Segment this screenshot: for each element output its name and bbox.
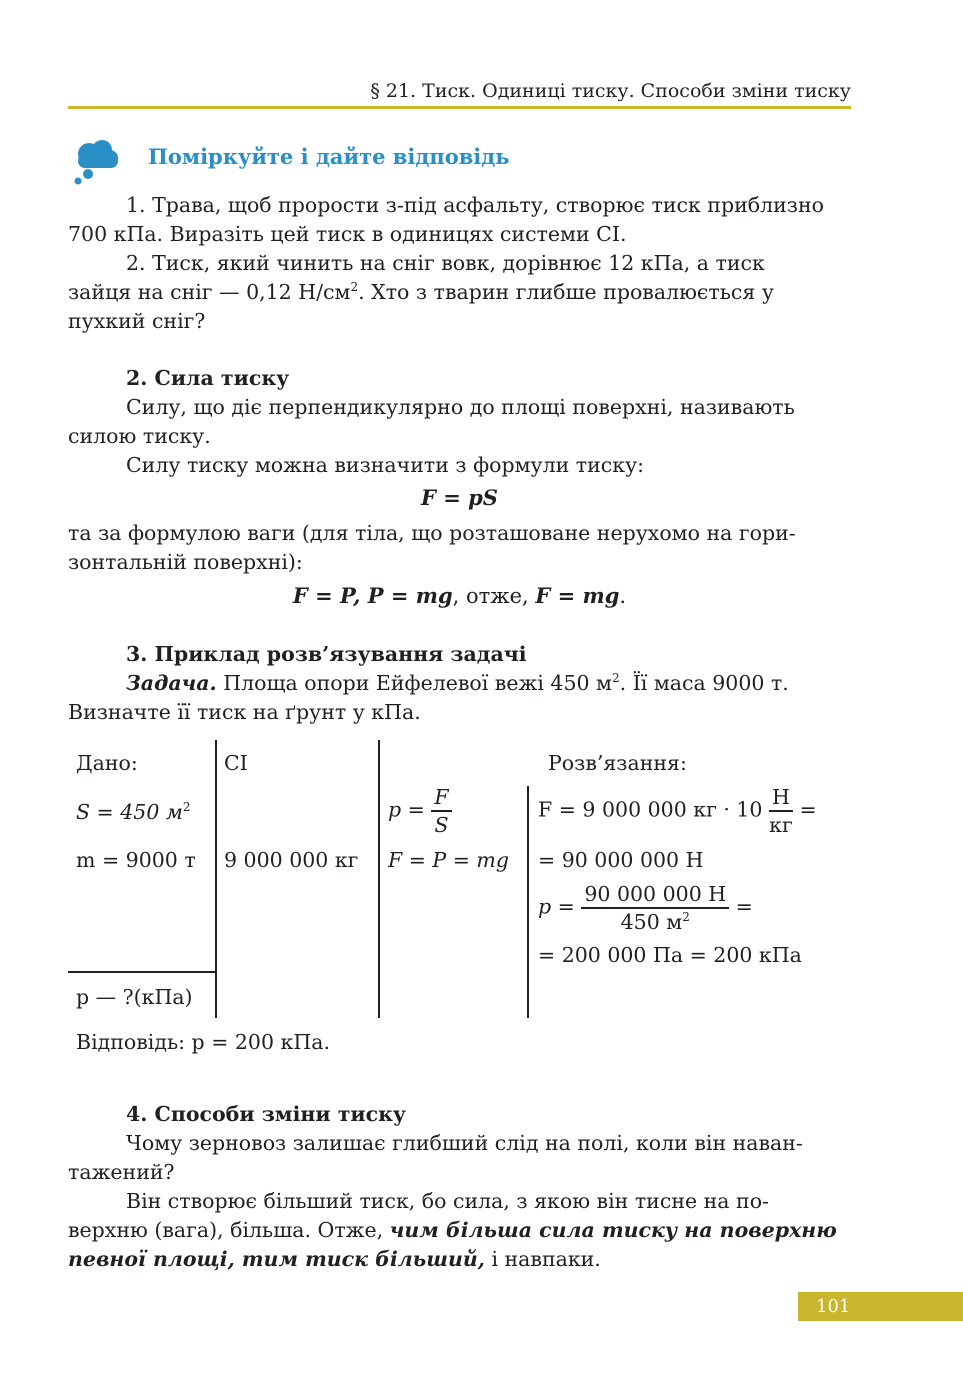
section-2-weight: та за формулою ваги (для тіла, що розташоване нерухомо на гори- зонтальній поверхні):	[68, 521, 796, 574]
page-number: 101	[798, 1292, 963, 1321]
table-divider-solution	[527, 786, 529, 1018]
solution-label: Розв’язання:	[548, 751, 687, 775]
header-rule	[68, 106, 851, 109]
table-find-rule	[68, 971, 216, 973]
formula-weight: F = P, P = mg, отже, F = mg.	[292, 583, 627, 608]
given-label: Дано:	[76, 751, 138, 775]
formula-f-ps: F = pS	[421, 485, 498, 510]
formula-pressure: p = $\frac{F}{S}$	[388, 784, 452, 838]
section-4-heading: 4. Способи зміни тиску	[126, 1102, 407, 1126]
formula-force: F = P = mg	[388, 848, 509, 872]
running-header: § 21. Тиск. Одиниці тиску. Способи зміни тиску	[370, 80, 851, 102]
section-3-heading: 3. Приклад розв’язування задачі	[126, 642, 527, 666]
find-pressure: p — ?(кПа)	[76, 985, 193, 1009]
cloud-icon	[70, 136, 122, 188]
question-1: 1. Трава, щоб прорости з-під асфальту, створює тиск приблизно 700 кПа. Виразіть цей тиск в одиницях системи СІ.	[68, 193, 824, 246]
given-area: S = 450 $м^2$	[76, 800, 191, 824]
table-divider-si	[215, 740, 217, 1018]
section-4: 4. Способи зміни тиску Чому зерновоз залишає глибший слід на полі, коли він наван- тажений? Він створює більший тиск, бо сила, з якою він тисне на по- верхню (вага), більша. Отже, чим більша сила тиску на поверхню певної площі, тим тиск більший, і навпаки.	[68, 1102, 837, 1271]
solution-step-2: = 90 000 000 Н	[538, 848, 704, 872]
section-2-heading: 2. Сила тиску	[126, 366, 290, 390]
section-3: 3. Приклад розв’язування задачі Задача. Площа опори Ейфелевої вежі 450 $м^2$. Її маса 9000 т. Визначте її тиск на ґрунт у кПа.	[68, 642, 789, 724]
si-mass: 9 000 000 кг	[224, 848, 359, 872]
table-divider-formulas	[378, 740, 380, 1018]
solution-step-3: p = $\frac{90 000 000 Н}{450 м^2}$ =	[538, 882, 753, 934]
section-2: 2. Сила тиску Силу, що діє перпендикулярно до площі поверхні, називають силою тиску. Силу тиску можна визначити з формули тиску:	[68, 366, 795, 477]
question-2: 2. Тиск, який чинить на сніг вовк, дорівнює 12 кПа, а тиск зайця на сніг — 0,12 $Н/см^2$. Хто з тварин глибше провалюється у пухкий сніг?	[68, 251, 774, 333]
solution-step-1: F = 9 000 000 кг · 10 $\frac{Н}{кг}$ =	[538, 785, 817, 837]
solution-step-4: = 200 000 Па = 200 кПа	[538, 943, 802, 967]
think-title: Поміркуйте і дайте відповідь	[148, 144, 510, 169]
given-mass: m = 9000 т	[76, 848, 196, 872]
answer: Відповідь: p = 200 кПа.	[76, 1030, 330, 1054]
si-label: СІ	[224, 751, 248, 775]
